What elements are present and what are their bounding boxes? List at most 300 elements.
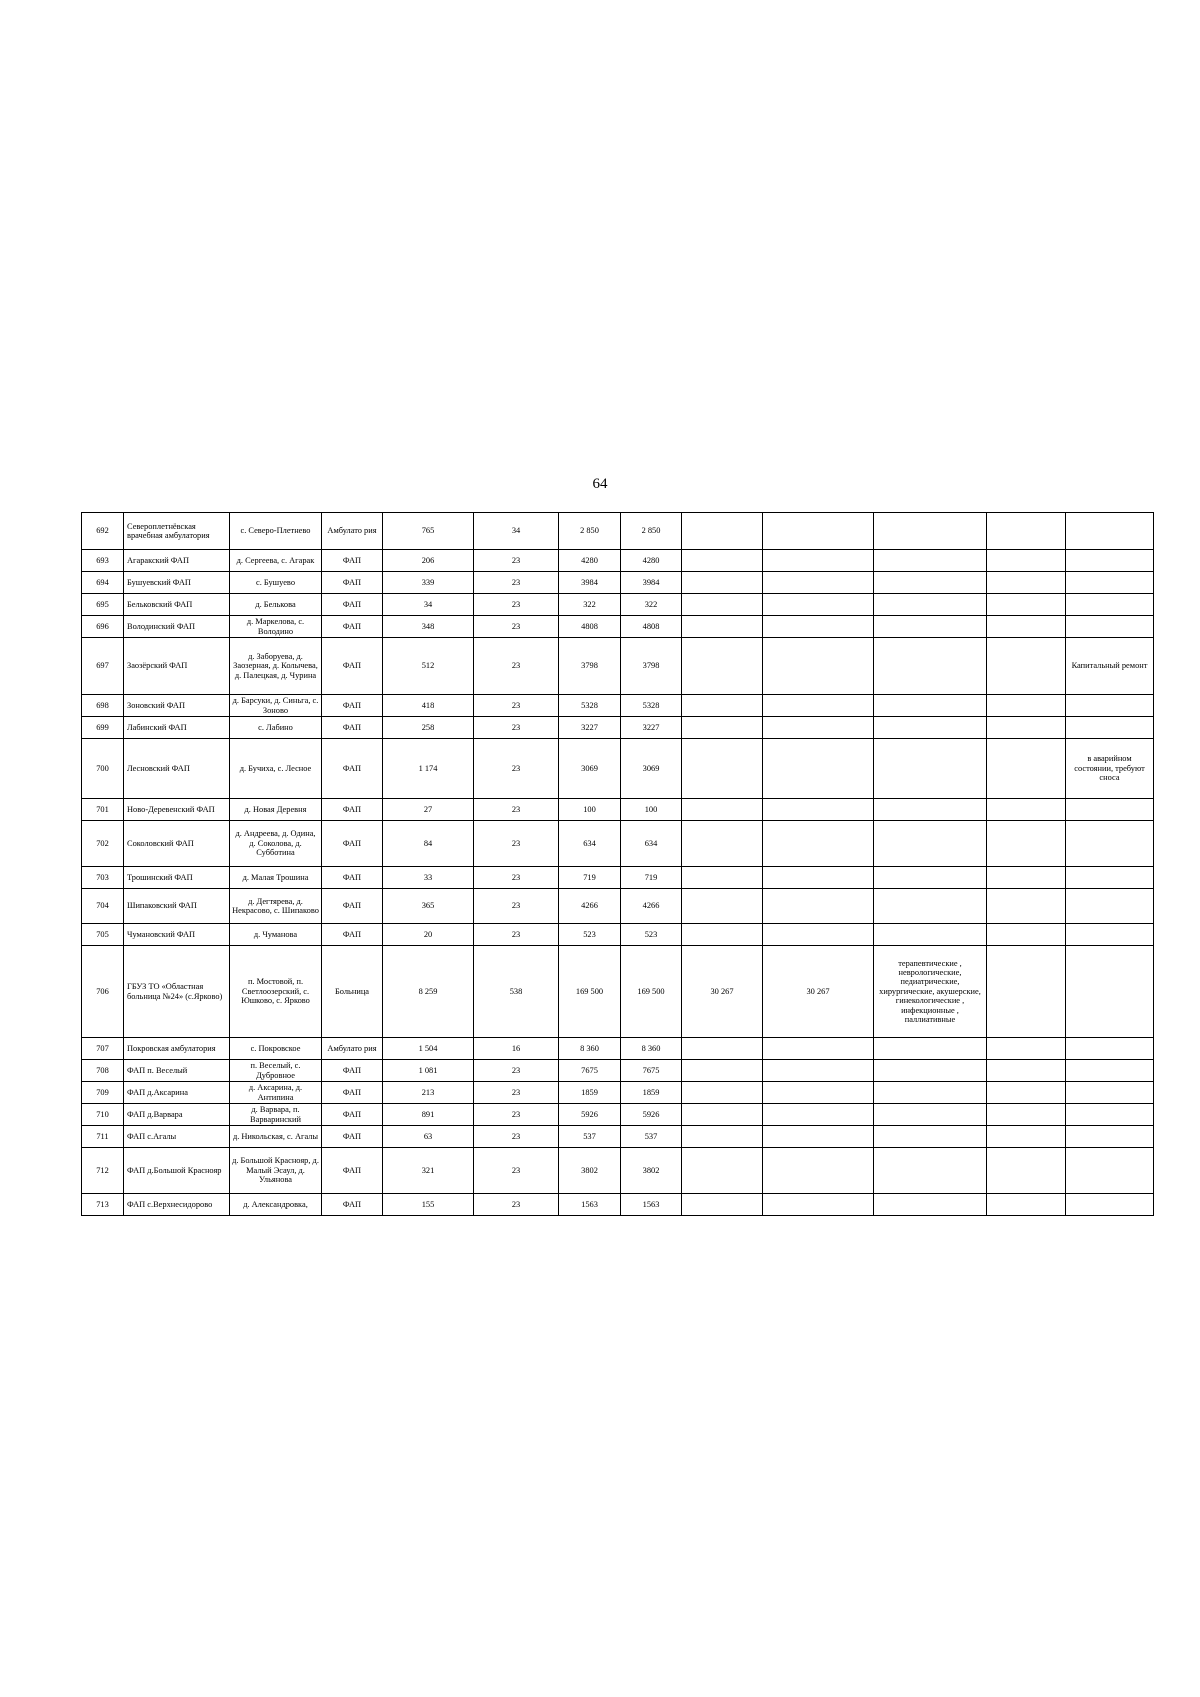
cell-value-3: 523: [621, 924, 682, 946]
cell-name: Лесновский ФАП: [124, 739, 230, 799]
cell-settlements: д. Андреева, д. Одина, д. Соколова, д. Субботина: [230, 821, 322, 867]
cell-name: Агаракский ФАП: [124, 550, 230, 572]
cell-value-6: [987, 1148, 1066, 1194]
cell-value-5: [763, 1104, 874, 1126]
cell-profiles: [874, 867, 987, 889]
cell-value-3: 5328: [621, 695, 682, 717]
cell-number: 705: [82, 924, 124, 946]
cell-profiles: [874, 1038, 987, 1060]
cell-value-5: [763, 1038, 874, 1060]
cell-value-5: [763, 616, 874, 638]
cell-value-5: [763, 1148, 874, 1194]
cell-value-6: [987, 1060, 1066, 1082]
cell-value-5: [763, 1126, 874, 1148]
table-row: [82, 1148, 1154, 1194]
facilities-table: [81, 512, 1154, 1216]
cell-note: [1066, 924, 1154, 946]
cell-value-5: [763, 1194, 874, 1216]
cell-value-4: [682, 1082, 763, 1104]
cell-note: [1066, 889, 1154, 924]
cell-profiles: [874, 799, 987, 821]
cell-number: 695: [82, 594, 124, 616]
cell-value-4: [682, 638, 763, 695]
cell-value-3: 4266: [621, 889, 682, 924]
cell-value-3: 3802: [621, 1148, 682, 1194]
cell-value-1: 23: [474, 594, 559, 616]
table-row: [82, 1082, 1154, 1104]
table-row: [82, 1194, 1154, 1216]
cell-type: ФАП: [322, 717, 383, 739]
cell-population: 512: [383, 638, 474, 695]
cell-value-6: [987, 739, 1066, 799]
cell-value-5: [763, 924, 874, 946]
cell-note: [1066, 821, 1154, 867]
table-row: [82, 1060, 1154, 1082]
cell-value-4: [682, 1038, 763, 1060]
cell-population: 765: [383, 513, 474, 550]
cell-name: Чумановский ФАП: [124, 924, 230, 946]
cell-value-4: [682, 799, 763, 821]
cell-type: ФАП: [322, 1194, 383, 1216]
cell-population: 1 504: [383, 1038, 474, 1060]
cell-value-4: [682, 1194, 763, 1216]
cell-profiles: [874, 1194, 987, 1216]
cell-value-2: 3802: [559, 1148, 621, 1194]
cell-value-2: 100: [559, 799, 621, 821]
cell-profiles: [874, 616, 987, 638]
cell-value-6: [987, 821, 1066, 867]
cell-value-1: 23: [474, 1082, 559, 1104]
cell-value-5: [763, 572, 874, 594]
cell-name: ФАП д.Большой Краснояр: [124, 1148, 230, 1194]
cell-value-1: 34: [474, 513, 559, 550]
cell-type: Больница: [322, 946, 383, 1038]
cell-settlements: д. Барсуки, д. Синьга, с. Зоново: [230, 695, 322, 717]
cell-settlements: д. Малая Трошина: [230, 867, 322, 889]
cell-value-4: [682, 924, 763, 946]
cell-population: 258: [383, 717, 474, 739]
cell-name: Бельковский ФАП: [124, 594, 230, 616]
cell-profiles: [874, 513, 987, 550]
cell-name: Зоновский ФАП: [124, 695, 230, 717]
page-number: 64: [592, 476, 608, 492]
cell-note: [1066, 594, 1154, 616]
cell-note: [1066, 616, 1154, 638]
cell-profiles: [874, 1148, 987, 1194]
cell-value-1: 538: [474, 946, 559, 1038]
cell-value-3: 5926: [621, 1104, 682, 1126]
cell-name: Североплетнёвская врачебная амбулатория: [124, 513, 230, 550]
table-row: [82, 946, 1154, 1038]
cell-profiles: [874, 821, 987, 867]
cell-value-6: [987, 889, 1066, 924]
cell-profiles: [874, 638, 987, 695]
cell-value-6: [987, 867, 1066, 889]
cell-value-3: 3227: [621, 717, 682, 739]
table-row: [82, 1038, 1154, 1060]
cell-value-1: 23: [474, 1060, 559, 1082]
cell-type: ФАП: [322, 739, 383, 799]
cell-type: Амбулато рия: [322, 1038, 383, 1060]
cell-type: ФАП: [322, 1060, 383, 1082]
cell-value-4: [682, 1148, 763, 1194]
cell-value-2: 3984: [559, 572, 621, 594]
cell-name: ФАП п. Веселый: [124, 1060, 230, 1082]
cell-value-3: 8 360: [621, 1038, 682, 1060]
cell-type: ФАП: [322, 638, 383, 695]
cell-value-6: [987, 695, 1066, 717]
cell-number: 704: [82, 889, 124, 924]
cell-population: 891: [383, 1104, 474, 1126]
cell-value-2: 523: [559, 924, 621, 946]
cell-settlements: п. Мостовой, п. Светлоозерский, с. Юшково, с. Ярково: [230, 946, 322, 1038]
table-row: [82, 889, 1154, 924]
cell-value-2: 4266: [559, 889, 621, 924]
cell-population: 33: [383, 867, 474, 889]
cell-value-4: [682, 513, 763, 550]
cell-type: ФАП: [322, 799, 383, 821]
cell-settlements: д. Маркелова, с. Володино: [230, 616, 322, 638]
cell-value-3: 7675: [621, 1060, 682, 1082]
cell-value-1: 23: [474, 1194, 559, 1216]
cell-number: 710: [82, 1104, 124, 1126]
cell-settlements: д. Дегтярева, д. Некрасово, с. Шипаково: [230, 889, 322, 924]
cell-value-1: 23: [474, 924, 559, 946]
cell-name: Покровская амбулатория: [124, 1038, 230, 1060]
cell-value-4: [682, 1126, 763, 1148]
cell-value-2: 169 500: [559, 946, 621, 1038]
cell-value-2: 1859: [559, 1082, 621, 1104]
cell-note: [1066, 572, 1154, 594]
cell-profiles: [874, 550, 987, 572]
cell-type: ФАП: [322, 924, 383, 946]
cell-value-4: [682, 594, 763, 616]
cell-value-6: [987, 946, 1066, 1038]
cell-settlements: д. Аксарина, д. Антипина: [230, 1082, 322, 1104]
cell-value-5: 30 267: [763, 946, 874, 1038]
cell-value-4: [682, 695, 763, 717]
cell-value-5: [763, 1082, 874, 1104]
cell-value-1: 23: [474, 821, 559, 867]
cell-value-1: 23: [474, 1104, 559, 1126]
cell-value-6: [987, 1126, 1066, 1148]
cell-profiles: [874, 1060, 987, 1082]
cell-number: 711: [82, 1126, 124, 1148]
cell-value-3: 719: [621, 867, 682, 889]
cell-value-5: [763, 889, 874, 924]
table-row: [82, 717, 1154, 739]
cell-number: 708: [82, 1060, 124, 1082]
cell-settlements: д. Большой Краснояр, д. Малый Эсаул, д. Ульянова: [230, 1148, 322, 1194]
cell-value-6: [987, 799, 1066, 821]
table-row: [82, 572, 1154, 594]
cell-value-3: 100: [621, 799, 682, 821]
cell-name: ФАП д.Варвара: [124, 1104, 230, 1126]
table-body: [82, 513, 1154, 1216]
cell-note: [1066, 513, 1154, 550]
table-row: [82, 1126, 1154, 1148]
cell-value-2: 1563: [559, 1194, 621, 1216]
cell-value-2: 322: [559, 594, 621, 616]
cell-name: Заозёрский ФАП: [124, 638, 230, 695]
cell-profiles: [874, 1126, 987, 1148]
cell-type: ФАП: [322, 889, 383, 924]
cell-value-4: [682, 717, 763, 739]
cell-value-5: [763, 638, 874, 695]
cell-note: [1066, 1104, 1154, 1126]
cell-value-2: 5328: [559, 695, 621, 717]
cell-settlements: д. Новая Деревня: [230, 799, 322, 821]
cell-value-4: [682, 616, 763, 638]
cell-value-3: 1859: [621, 1082, 682, 1104]
cell-value-1: 23: [474, 616, 559, 638]
cell-value-5: [763, 695, 874, 717]
cell-number: 699: [82, 717, 124, 739]
cell-population: 34: [383, 594, 474, 616]
cell-value-1: 23: [474, 1148, 559, 1194]
cell-number: 692: [82, 513, 124, 550]
cell-settlements: д. Заборуева, д. Заозерная, д. Колычева, д. Палецкая, д. Чурина: [230, 638, 322, 695]
cell-value-6: [987, 572, 1066, 594]
cell-value-6: [987, 616, 1066, 638]
cell-name: Соколовский ФАП: [124, 821, 230, 867]
cell-population: 27: [383, 799, 474, 821]
cell-profiles: [874, 594, 987, 616]
cell-value-4: [682, 739, 763, 799]
cell-settlements: д. Чуманова: [230, 924, 322, 946]
cell-value-1: 23: [474, 1126, 559, 1148]
table-row: [82, 550, 1154, 572]
cell-note: [1066, 946, 1154, 1038]
cell-population: 1 081: [383, 1060, 474, 1082]
cell-settlements: д. Сергеева, с. Агарак: [230, 550, 322, 572]
cell-name: ГБУЗ ТО «Областная больница №24» (с.Ярково): [124, 946, 230, 1038]
cell-profiles: [874, 889, 987, 924]
cell-note: [1066, 1038, 1154, 1060]
cell-value-4: [682, 550, 763, 572]
cell-value-6: [987, 1038, 1066, 1060]
cell-value-2: 634: [559, 821, 621, 867]
cell-value-1: 23: [474, 572, 559, 594]
cell-value-5: [763, 550, 874, 572]
cell-type: ФАП: [322, 1126, 383, 1148]
cell-value-3: 4280: [621, 550, 682, 572]
cell-value-2: 719: [559, 867, 621, 889]
cell-number: 713: [82, 1194, 124, 1216]
cell-value-3: 1563: [621, 1194, 682, 1216]
cell-name: Бушуевский ФАП: [124, 572, 230, 594]
cell-value-2: 8 360: [559, 1038, 621, 1060]
table-row: [82, 799, 1154, 821]
cell-value-6: [987, 1082, 1066, 1104]
cell-population: 155: [383, 1194, 474, 1216]
cell-name: ФАП д.Аксарина: [124, 1082, 230, 1104]
cell-value-4: [682, 1104, 763, 1126]
cell-value-2: 3798: [559, 638, 621, 695]
cell-value-5: [763, 867, 874, 889]
cell-population: 84: [383, 821, 474, 867]
cell-value-3: 4808: [621, 616, 682, 638]
cell-value-1: 23: [474, 695, 559, 717]
cell-settlements: п. Веселый, с. Дубровное: [230, 1060, 322, 1082]
cell-note: [1066, 550, 1154, 572]
cell-note: [1066, 1126, 1154, 1148]
cell-profiles: [874, 1104, 987, 1126]
cell-value-2: 7675: [559, 1060, 621, 1082]
cell-population: 339: [383, 572, 474, 594]
cell-number: 693: [82, 550, 124, 572]
cell-profiles: [874, 924, 987, 946]
cell-value-5: [763, 821, 874, 867]
cell-note: [1066, 799, 1154, 821]
cell-population: 418: [383, 695, 474, 717]
cell-value-3: 634: [621, 821, 682, 867]
cell-value-3: 3984: [621, 572, 682, 594]
cell-name: ФАП с.Агалы: [124, 1126, 230, 1148]
table-row: [82, 638, 1154, 695]
cell-type: ФАП: [322, 695, 383, 717]
cell-type: ФАП: [322, 821, 383, 867]
cell-number: 701: [82, 799, 124, 821]
cell-type: ФАП: [322, 616, 383, 638]
cell-number: 697: [82, 638, 124, 695]
table-row: [82, 695, 1154, 717]
table-row: [82, 1104, 1154, 1126]
cell-settlements: с. Северо-Плетнево: [230, 513, 322, 550]
cell-note: [1066, 717, 1154, 739]
cell-value-3: 169 500: [621, 946, 682, 1038]
table-row: [82, 821, 1154, 867]
cell-settlements: д. Бучиха, с. Лесное: [230, 739, 322, 799]
cell-value-4: [682, 821, 763, 867]
cell-note: Капитальный ремонт: [1066, 638, 1154, 695]
table-row: [82, 867, 1154, 889]
cell-value-3: 537: [621, 1126, 682, 1148]
cell-number: 698: [82, 695, 124, 717]
cell-value-6: [987, 594, 1066, 616]
cell-name: Шипаковский ФАП: [124, 889, 230, 924]
cell-name: Лабинский ФАП: [124, 717, 230, 739]
cell-value-1: 23: [474, 717, 559, 739]
cell-note: [1066, 1148, 1154, 1194]
cell-value-5: [763, 739, 874, 799]
cell-type: ФАП: [322, 550, 383, 572]
cell-value-2: 4280: [559, 550, 621, 572]
cell-type: ФАП: [322, 1148, 383, 1194]
cell-value-4: [682, 867, 763, 889]
cell-settlements: д. Белькова: [230, 594, 322, 616]
cell-value-1: 23: [474, 739, 559, 799]
table-row: [82, 924, 1154, 946]
cell-type: ФАП: [322, 594, 383, 616]
cell-value-6: [987, 550, 1066, 572]
cell-population: 8 259: [383, 946, 474, 1038]
cell-value-5: [763, 799, 874, 821]
cell-value-3: 322: [621, 594, 682, 616]
cell-value-1: 23: [474, 799, 559, 821]
cell-number: 706: [82, 946, 124, 1038]
cell-number: 696: [82, 616, 124, 638]
table-row: [82, 739, 1154, 799]
cell-value-6: [987, 1194, 1066, 1216]
cell-population: 365: [383, 889, 474, 924]
cell-profiles: [874, 1082, 987, 1104]
cell-profiles: терапевтические , неврологические, педиатрические, хирургические, акушерские, гинекологические , инфекционные , паллиативные: [874, 946, 987, 1038]
cell-type: ФАП: [322, 1104, 383, 1126]
cell-value-5: [763, 717, 874, 739]
cell-value-5: [763, 513, 874, 550]
cell-population: 213: [383, 1082, 474, 1104]
cell-note: в аварийном состоянии, требуют сноса: [1066, 739, 1154, 799]
cell-note: [1066, 867, 1154, 889]
cell-number: 702: [82, 821, 124, 867]
cell-population: 206: [383, 550, 474, 572]
cell-profiles: [874, 695, 987, 717]
cell-value-2: 4808: [559, 616, 621, 638]
cell-value-2: 3227: [559, 717, 621, 739]
cell-value-2: 5926: [559, 1104, 621, 1126]
cell-name: Володинский ФАП: [124, 616, 230, 638]
cell-number: 694: [82, 572, 124, 594]
cell-settlements: д. Никольская, с. Агалы: [230, 1126, 322, 1148]
cell-value-2: 2 850: [559, 513, 621, 550]
cell-value-3: 3069: [621, 739, 682, 799]
cell-population: 63: [383, 1126, 474, 1148]
cell-value-2: 537: [559, 1126, 621, 1148]
cell-settlements: д. Александровка,: [230, 1194, 322, 1216]
cell-number: 707: [82, 1038, 124, 1060]
cell-population: 348: [383, 616, 474, 638]
cell-number: 712: [82, 1148, 124, 1194]
cell-value-3: 3798: [621, 638, 682, 695]
cell-value-1: 23: [474, 638, 559, 695]
cell-population: 20: [383, 924, 474, 946]
cell-profiles: [874, 572, 987, 594]
cell-population: 321: [383, 1148, 474, 1194]
cell-value-6: [987, 513, 1066, 550]
cell-settlements: д. Варвара, п. Варваринский: [230, 1104, 322, 1126]
cell-value-1: 23: [474, 867, 559, 889]
cell-name: ФАП с.Верхнесидорово: [124, 1194, 230, 1216]
cell-value-6: [987, 924, 1066, 946]
cell-value-4: [682, 572, 763, 594]
cell-value-5: [763, 594, 874, 616]
cell-value-5: [763, 1060, 874, 1082]
cell-settlements: с. Лабино: [230, 717, 322, 739]
cell-value-4: [682, 889, 763, 924]
cell-profiles: [874, 717, 987, 739]
cell-value-4: 30 267: [682, 946, 763, 1038]
cell-note: [1066, 1194, 1154, 1216]
cell-value-1: 16: [474, 1038, 559, 1060]
cell-settlements: с. Бушуево: [230, 572, 322, 594]
cell-value-3: 2 850: [621, 513, 682, 550]
cell-profiles: [874, 739, 987, 799]
cell-population: 1 174: [383, 739, 474, 799]
cell-number: 709: [82, 1082, 124, 1104]
cell-type: ФАП: [322, 1082, 383, 1104]
cell-name: Трошинский ФАП: [124, 867, 230, 889]
cell-value-2: 3069: [559, 739, 621, 799]
cell-value-6: [987, 638, 1066, 695]
cell-type: ФАП: [322, 572, 383, 594]
cell-note: [1066, 695, 1154, 717]
table-row: [82, 513, 1154, 550]
cell-value-1: 23: [474, 550, 559, 572]
cell-note: [1066, 1060, 1154, 1082]
cell-value-4: [682, 1060, 763, 1082]
cell-type: ФАП: [322, 867, 383, 889]
